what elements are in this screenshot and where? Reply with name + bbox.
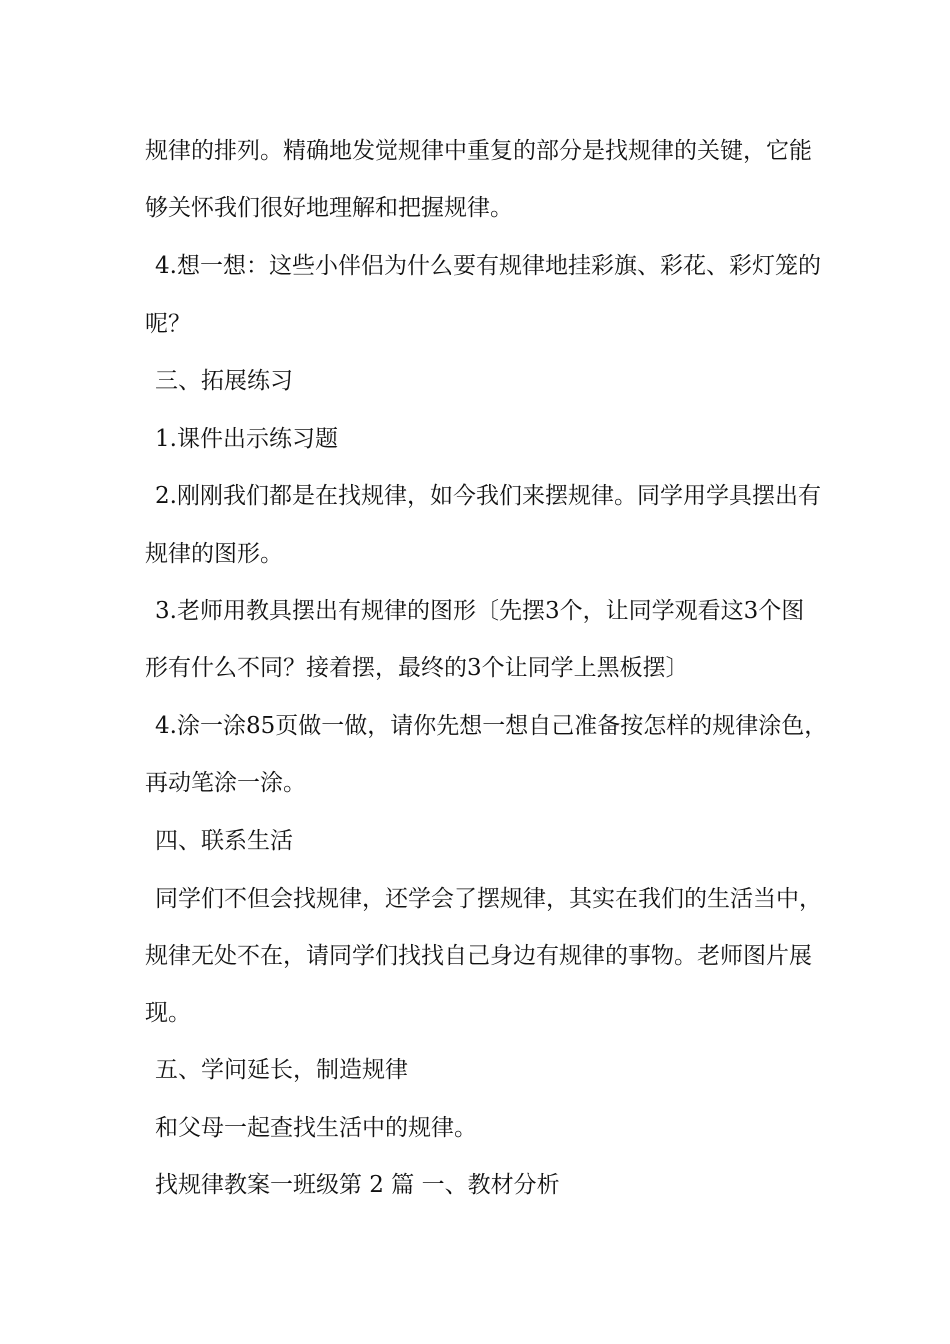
text-line: 形有什么不同？接着摆，最终的3个让同学上黑板摆〕 [145,655,689,681]
list-item: 3.老师用教具摆出有规律的图形〔先摆3个，让同学观看这3个图 [155,598,805,624]
text-line: 呢？ [145,311,191,337]
list-item: 4.想一想：这些小伴侣为什么要有规律地挂彩旗、彩花、彩灯笼的 [155,253,821,279]
text-line: 够关怀我们很好地理解和把握规律。 [145,195,513,221]
section-heading: 四、联系生活 [155,828,293,854]
section-heading: 五、学问延长，制造规律 [155,1057,408,1083]
section-heading: 找规律教案一班级第 2 篇 一、教材分析 [155,1172,560,1198]
list-item: 2.刚刚我们都是在找规律，如今我们来摆规律。同学用学具摆出有 [155,483,821,509]
text-line: 规律的图形。 [145,541,283,567]
list-item: 1.课件出示练习题 [155,426,338,452]
text-line: 再动笔涂一涂。 [145,770,306,796]
section-heading: 三、拓展练习 [155,368,293,394]
paragraph-line: 同学们不但会找规律，还学会了摆规律，其实在我们的生活当中， [155,886,822,912]
list-item: 4.涂一涂85页做一做，请你先想一想自己准备按怎样的规律涂色， [155,713,828,739]
text-line: 现。 [145,1000,191,1026]
text-line: 规律无处不在，请同学们找找自己身边有规律的事物。老师图片展 [145,943,812,969]
text-line: 规律的排列。精确地发觉规律中重复的部分是找规律的关键，它能 [145,138,812,164]
paragraph-line: 和父母一起查找生活中的规律。 [155,1115,477,1141]
